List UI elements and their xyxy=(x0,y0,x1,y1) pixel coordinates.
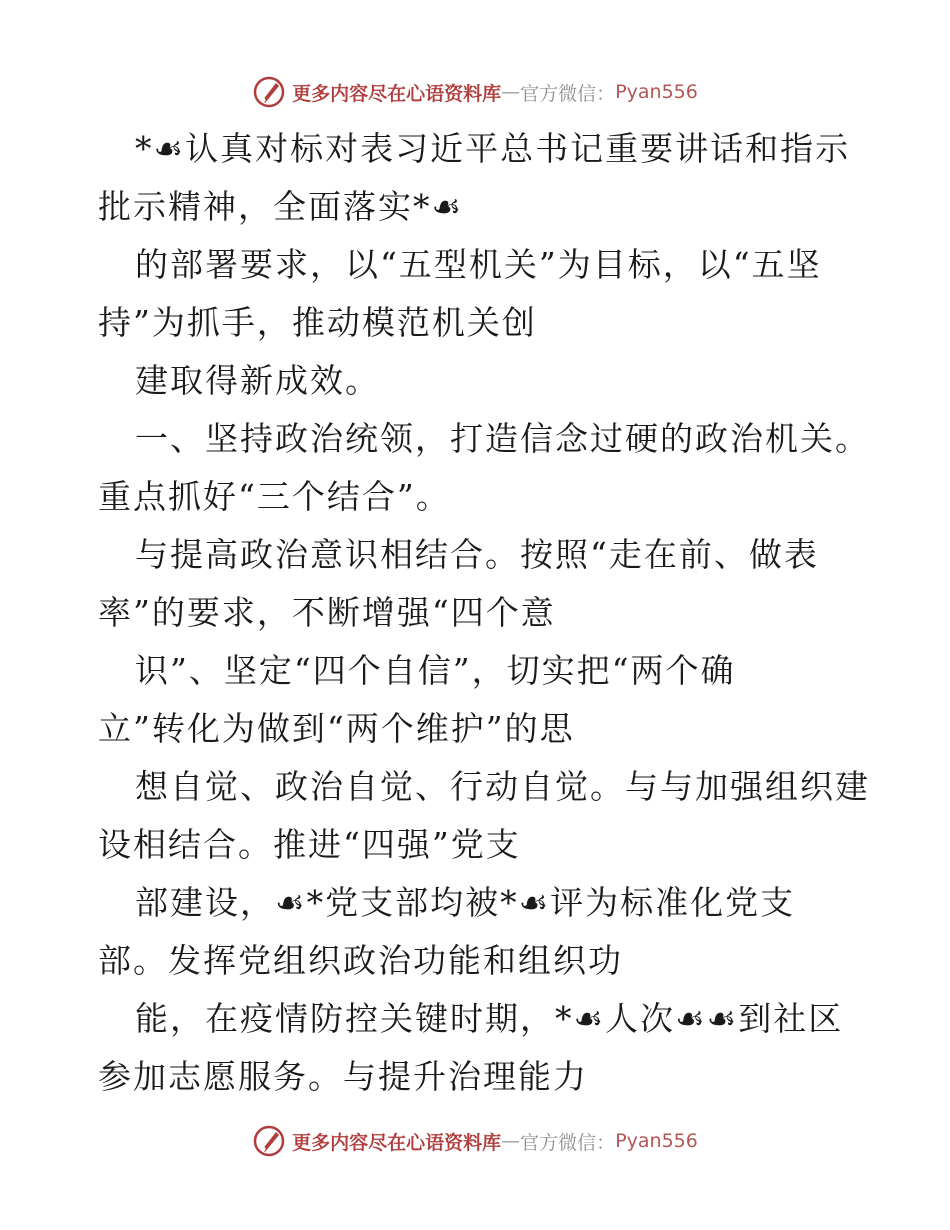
text-line: 参加志愿服务。与提升治理能力 xyxy=(98,1057,588,1096)
text-line: 部。发挥党组织政治功能和组织功 xyxy=(98,941,623,980)
text-line: *☙认真对标对表习近平总书记重要讲话和指示 xyxy=(135,129,851,168)
text-line: 识”、坚定“四个自信”，切实把“两个确 xyxy=(135,651,736,690)
text-line: 立”转化为做到“两个维护”的思 xyxy=(98,709,575,748)
banner-wechat-id: Pyan556 xyxy=(615,81,698,103)
text-line: 想自觉、政治自觉、行动自觉。与与加强组织建 xyxy=(135,767,870,806)
watermark-banner-bottom xyxy=(0,1121,950,1161)
text-line: 率”的要求，不断增强“四个意 xyxy=(98,593,556,632)
pen-logo-icon xyxy=(252,75,286,109)
text-line: 设相结合。推进“四强”党支 xyxy=(98,825,521,864)
text-line: 持”为抓手，推动模范机关创 xyxy=(98,303,537,342)
text-line: 建取得新成效。 xyxy=(135,361,380,400)
text-line: 批示精神，全面落实*☙ xyxy=(98,187,464,226)
banner-brand: 更多内容尽在心语资料库 xyxy=(292,1131,502,1154)
banner-wechat-label: 官方微信： xyxy=(520,82,616,105)
text-line: 一、坚持政治统领，打造信念过硬的政治机关。 xyxy=(135,419,870,458)
text-line: 重点抓好“三个结合”。 xyxy=(98,477,451,516)
banner-wechat-label: 官方微信： xyxy=(520,1131,616,1154)
text-line: 能，在疫情防控关键时期，*☙人次☙☙到社区 xyxy=(135,999,844,1038)
banner-separator: — xyxy=(501,1130,521,1152)
text-line: 与提高政治意识相结合。按照“走在前、做表 xyxy=(135,535,819,574)
pen-logo-icon xyxy=(252,1124,286,1158)
text-line: 的部署要求，以“五型机关”为目标，以“五坚 xyxy=(135,245,822,284)
text-line: 部建设，☙*党支部均被*☙评为标准化党支 xyxy=(135,883,796,922)
banner-separator: — xyxy=(501,81,521,103)
banner-brand: 更多内容尽在心语资料库 xyxy=(292,82,502,105)
banner-wechat-id: Pyan556 xyxy=(615,1130,698,1152)
document-body xyxy=(98,120,870,1106)
watermark-banner-top xyxy=(0,72,950,112)
